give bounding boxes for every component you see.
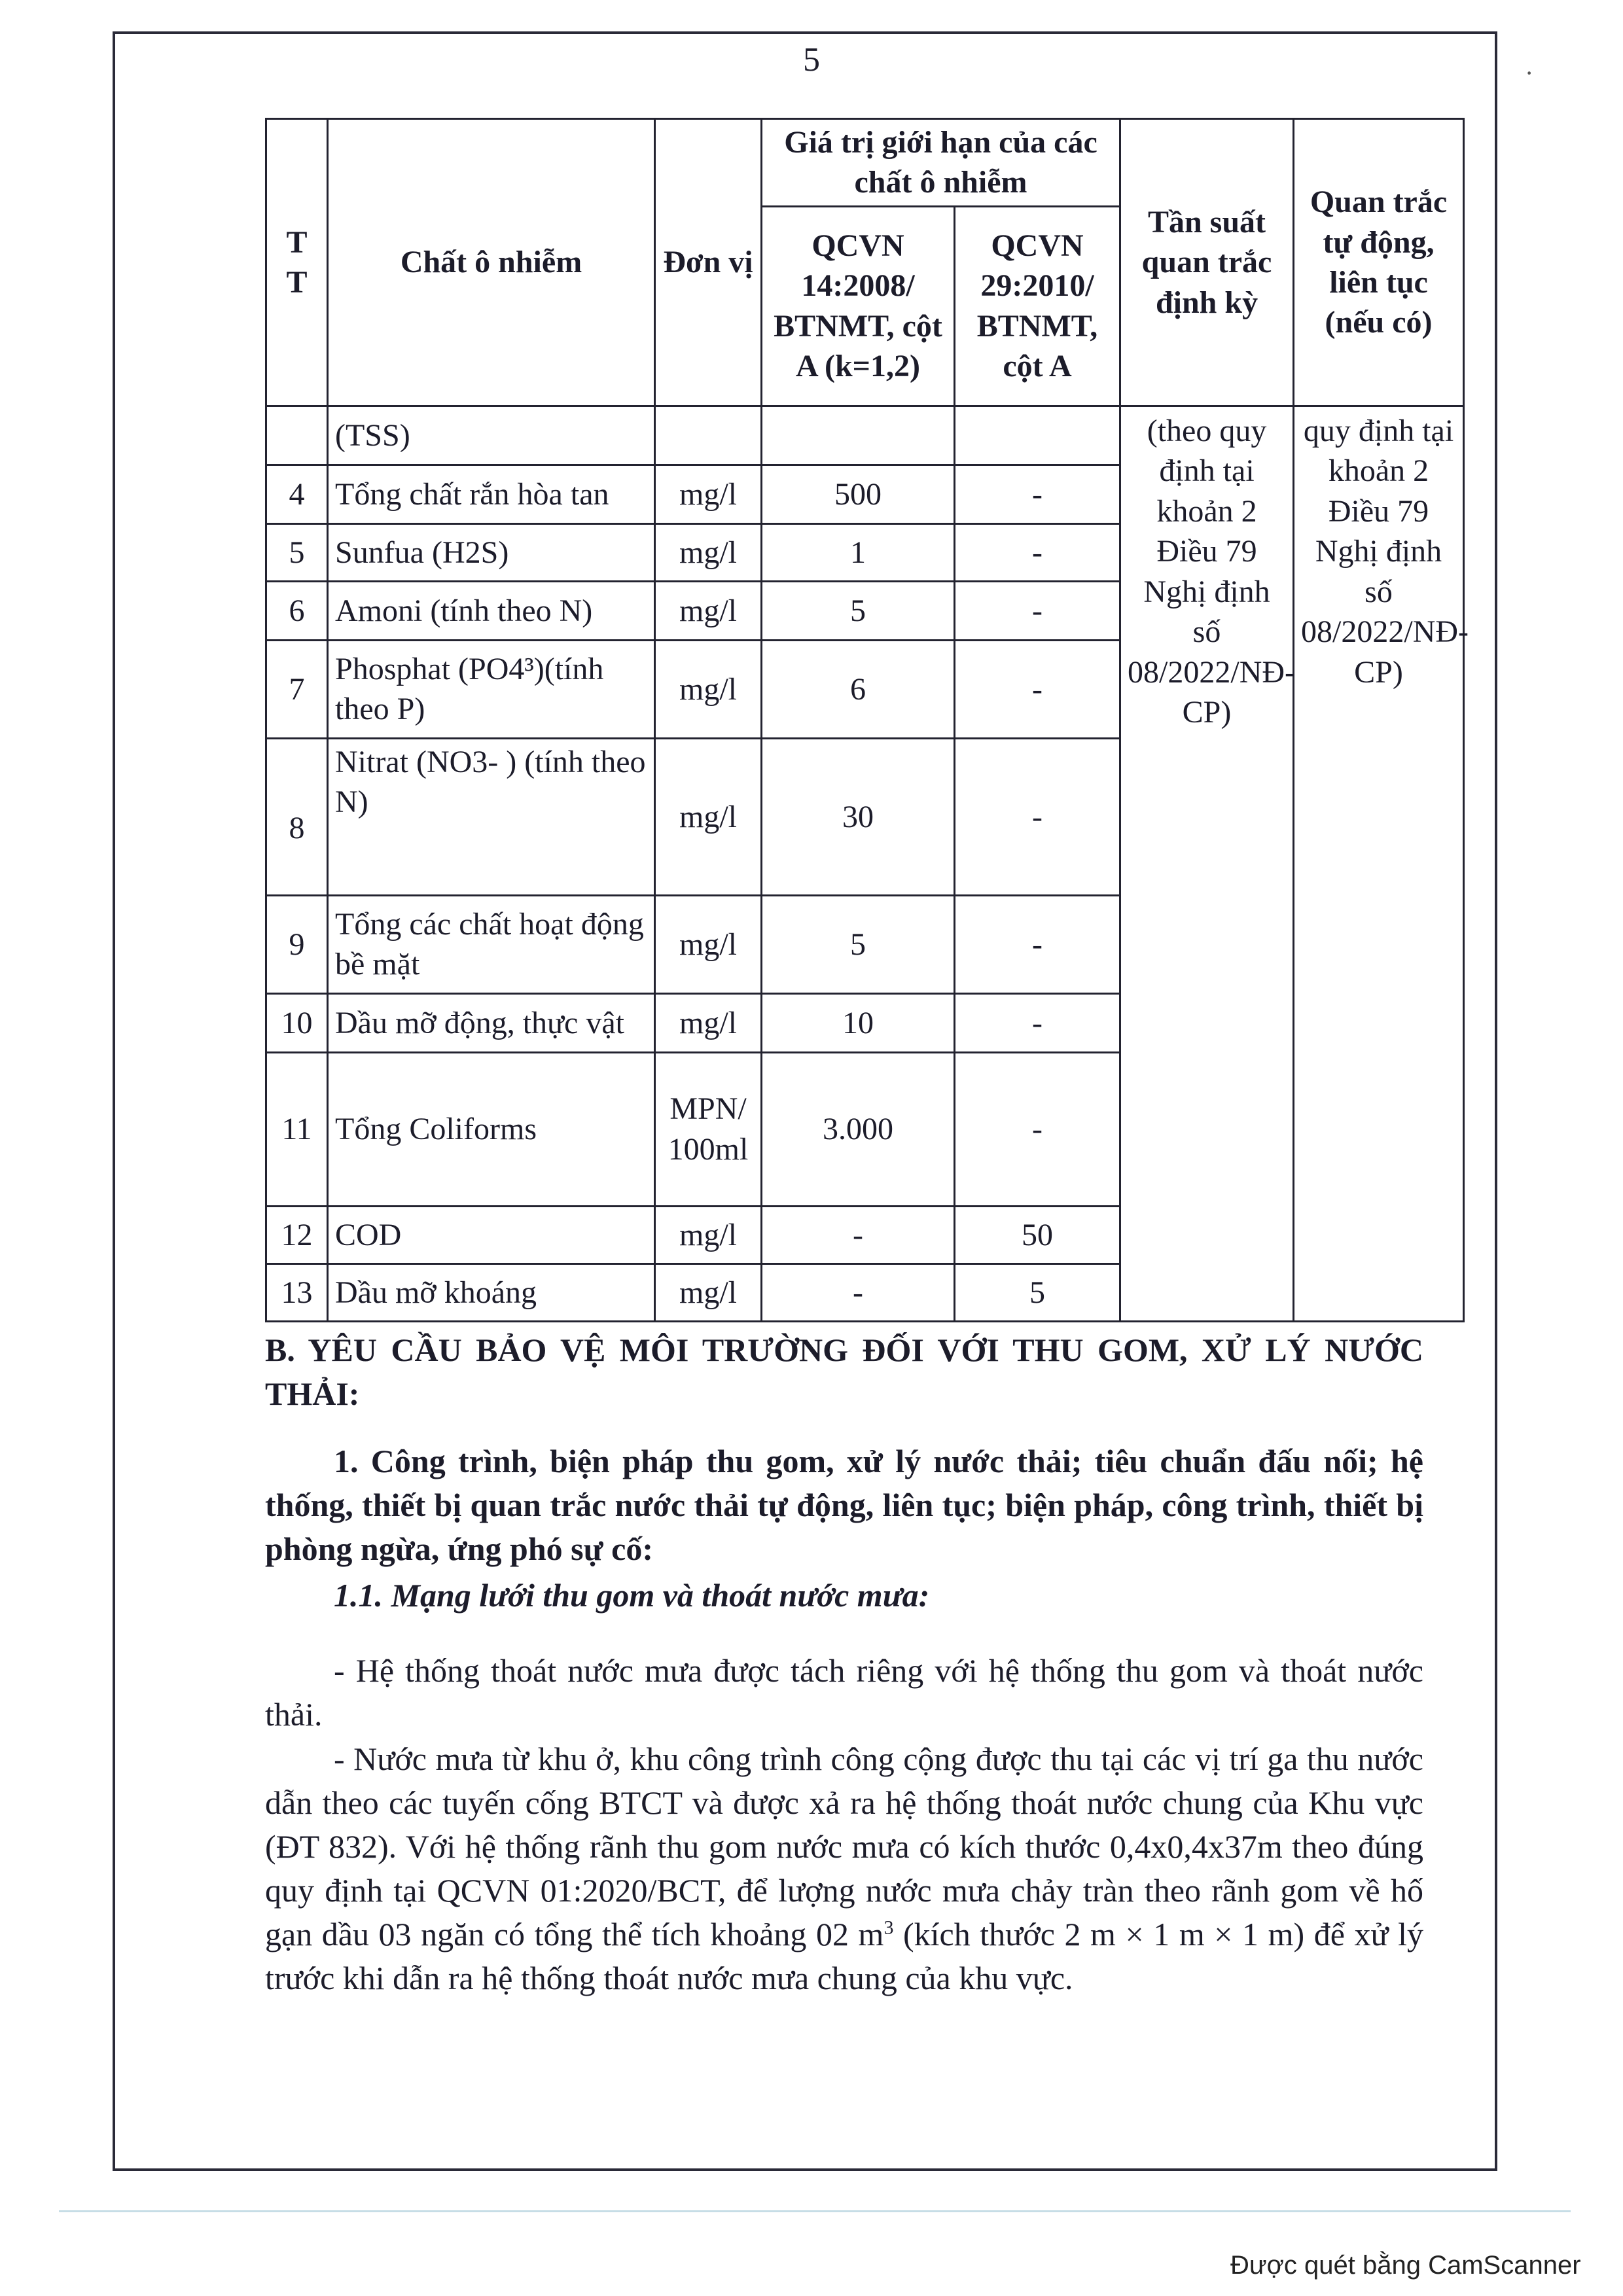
row-unit: mg/l bbox=[655, 895, 762, 993]
row-unit: mg/l bbox=[655, 640, 762, 738]
row-qcvn14: 10 bbox=[762, 993, 955, 1052]
row-tt: 8 bbox=[266, 738, 328, 895]
row-pollutant: Dầu mỡ động, thực vật bbox=[328, 993, 655, 1052]
row-tt: 12 bbox=[266, 1206, 328, 1263]
row-qcvn29: - bbox=[955, 581, 1120, 640]
row-pollutant: COD bbox=[328, 1206, 655, 1263]
row-pollutant: Amoni (tính theo N) bbox=[328, 581, 655, 640]
row-qcvn29: 5 bbox=[955, 1263, 1120, 1321]
row-qcvn14 bbox=[762, 406, 955, 465]
row-qcvn29: - bbox=[955, 738, 1120, 895]
row-qcvn14: - bbox=[762, 1206, 955, 1263]
section-1-heading: 1. Công trình, biện pháp thu gom, xử lý nước thải; tiêu chuẩn đấu nối; hệ thống, thiết bị quan trắc nước thải tự động, liên tục; biện pháp, công trình, thiết bị phòng ngừa, ứng phó sự cố: bbox=[265, 1443, 1423, 1567]
table-row bbox=[266, 406, 1464, 465]
header-frequency: Tần suất quan trắc định kỳ bbox=[1120, 119, 1294, 406]
row-tt: 9 bbox=[266, 895, 328, 993]
row-tt: 7 bbox=[266, 640, 328, 738]
page-number: 5 bbox=[803, 41, 820, 79]
row-qcvn29: 50 bbox=[955, 1206, 1120, 1263]
scan-divider bbox=[59, 2210, 1571, 2212]
header-pollutant: Chất ô nhiễm bbox=[328, 119, 655, 406]
row-tt: 6 bbox=[266, 581, 328, 640]
row-pollutant: Dầu mỡ khoáng bbox=[328, 1263, 655, 1321]
row-unit: mg/l bbox=[655, 523, 762, 581]
header-unit: Đơn vị bbox=[655, 119, 762, 406]
row-qcvn14: - bbox=[762, 1263, 955, 1321]
header-qcvn29: QCVN 29:2010/ BTNMT, cột A bbox=[955, 206, 1120, 406]
row-tt bbox=[266, 406, 328, 465]
row-unit: mg/l bbox=[655, 1206, 762, 1263]
camscanner-watermark: Được quét bằng CamScanner bbox=[1230, 2251, 1581, 2280]
row-pollutant: Nitrat (NO3- ) (tính theo N) bbox=[328, 738, 655, 895]
row-tt: 4 bbox=[266, 465, 328, 523]
paragraph-rainwater-collection bbox=[265, 1737, 1423, 2000]
pollutant-limits-table bbox=[265, 118, 1469, 1322]
row-pollutant: (TSS) bbox=[328, 406, 655, 465]
cubic-superscript: 3 bbox=[883, 1916, 894, 1939]
row-tt: 10 bbox=[266, 993, 328, 1052]
row-qcvn14: 5 bbox=[762, 581, 955, 640]
header-tt: T T bbox=[266, 119, 328, 406]
row-unit: MPN/ 100ml bbox=[655, 1052, 762, 1206]
row-qcvn14: 3.000 bbox=[762, 1052, 955, 1206]
row-qcvn14: 5 bbox=[762, 895, 955, 993]
row-qcvn29: - bbox=[955, 465, 1120, 523]
row-tt: 13 bbox=[266, 1263, 328, 1321]
scan-speck: · bbox=[1525, 58, 1534, 88]
row-qcvn29: - bbox=[955, 523, 1120, 581]
row-qcvn14: 30 bbox=[762, 738, 955, 895]
header-auto-monitoring: Quan trắc tự động, liên tục (nếu có) bbox=[1294, 119, 1464, 406]
section-b-heading: B. YÊU CẦU BẢO VỆ MÔI TRƯỜNG ĐỐI VỚI THU GOM, XỬ LÝ NƯỚC THẢI: bbox=[265, 1332, 1423, 1412]
row-qcvn29: - bbox=[955, 993, 1120, 1052]
frequency-cell: (theo quy định tại khoản 2 Điều 79 Nghị định số 08/2022/NĐ-CP) bbox=[1120, 406, 1294, 1321]
row-unit bbox=[655, 406, 762, 465]
row-unit: mg/l bbox=[655, 738, 762, 895]
paragraph-separate-drainage: - Hệ thống thoát nước mưa được tách riêng với hệ thống thu gom và thoát nước thải. bbox=[265, 1652, 1423, 1733]
paragraph-rainwater-text: - Nước mưa từ khu ở, khu công trình công cộng được thu tại các vị trí ga thu nước dẫn theo các tuyến cống BTCT và được xả ra hệ thống thoát nước chung của Khu vực (ĐT 832). Với hệ thống rãnh thu gom nước mưa có kích thước 0,4x0,4x37m theo đúng quy định tại QCVN 01:2020/BCT, để lượng nước mưa chảy tràn theo rãnh gom về hố gạn dầu 03 ngăn có tổng thể tích khoảng 02 m bbox=[265, 1740, 1423, 1952]
section-1-1-heading: 1.1. Mạng lưới thu gom và thoát nước mưa: bbox=[334, 1577, 930, 1614]
row-qcvn14: 6 bbox=[762, 640, 955, 738]
row-pollutant: Sunfua (H2S) bbox=[328, 523, 655, 581]
paragraph-rainwater-text-end: (kích thước 2 m × 1 m × 1 m) để xử lý trước khi dẫn ra hệ thống thoát nước mưa chung của khu vực. bbox=[265, 1916, 1424, 1996]
row-qcvn29: - bbox=[955, 895, 1120, 993]
row-pollutant: Phosphat (PO4³)(tính theo P) bbox=[328, 640, 655, 738]
row-qcvn29 bbox=[955, 406, 1120, 465]
auto-monitoring-cell: quy định tại khoản 2 Điều 79 Nghị định số 08/2022/NĐ-CP) bbox=[1294, 406, 1464, 1321]
row-unit: mg/l bbox=[655, 581, 762, 640]
row-pollutant: Tổng Coliforms bbox=[328, 1052, 655, 1206]
header-qcvn14: QCVN 14:2008/ BTNMT, cột A (k=1,2) bbox=[762, 206, 955, 406]
header-limit-group: Giá trị giới hạn của các chất ô nhiễm bbox=[762, 119, 1120, 207]
row-unit: mg/l bbox=[655, 465, 762, 523]
row-pollutant: Tổng các chất hoạt động bề mặt bbox=[328, 895, 655, 993]
row-qcvn14: 1 bbox=[762, 523, 955, 581]
row-tt: 5 bbox=[266, 523, 328, 581]
row-unit: mg/l bbox=[655, 1263, 762, 1321]
row-tt: 11 bbox=[266, 1052, 328, 1206]
row-qcvn14: 500 bbox=[762, 465, 955, 523]
row-pollutant: Tổng chất rắn hòa tan bbox=[328, 465, 655, 523]
row-qcvn29: - bbox=[955, 640, 1120, 738]
row-qcvn29: - bbox=[955, 1052, 1120, 1206]
row-unit: mg/l bbox=[655, 993, 762, 1052]
